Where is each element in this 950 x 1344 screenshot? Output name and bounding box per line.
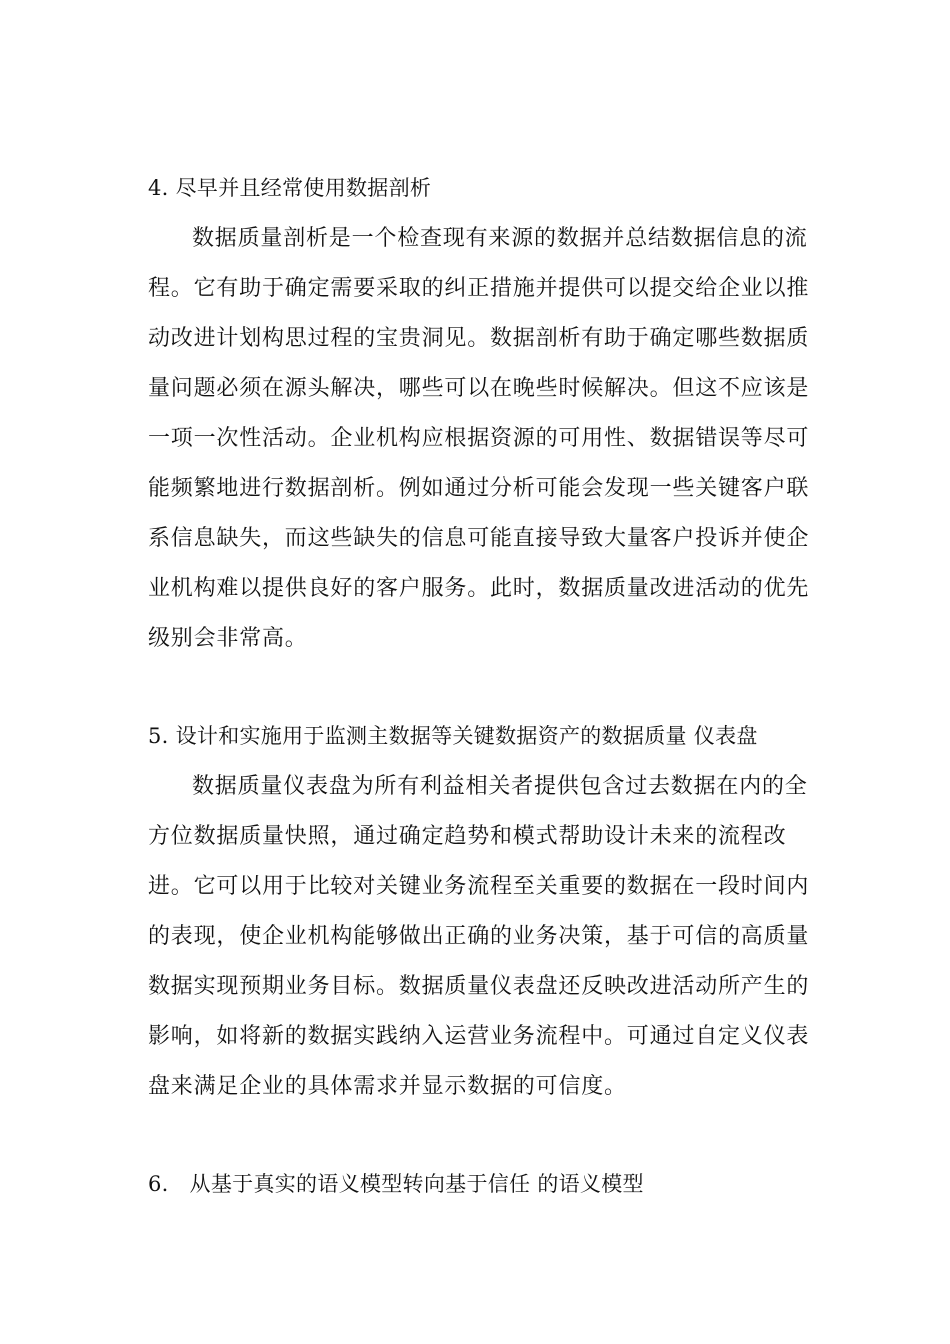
paragraph-line: 系信息缺失，而这些缺失的信息可能直接导致大量客户投诉并使企 bbox=[148, 526, 810, 551]
section-5-paragraph bbox=[148, 762, 808, 1112]
section-6-heading: 6. 从基于真实的语义模型转向基于信任 的语义模型 bbox=[148, 1172, 644, 1196]
paragraph-line: 量问题必须在源头解决，哪些可以在晚些时候解决。但这不应该是 bbox=[148, 376, 810, 401]
section-5-heading: 5. 设计和实施用于监测主数据等关键数据资产的数据质量 仪表盘 bbox=[148, 724, 758, 748]
paragraph-line: 动改进计划构思过程的宝贵洞见。数据剖析有助于确定哪些数据质 bbox=[148, 326, 810, 351]
paragraph-line: 能频繁地进行数据剖析。例如通过分析可能会发现一些关键客户联 bbox=[148, 476, 810, 501]
paragraph-line: 程。它有助于确定需要采取的纠正措施并提供可以提交给企业以推 bbox=[148, 276, 810, 301]
section-4-paragraph bbox=[148, 214, 808, 664]
paragraph-line: 进。它可以用于比较对关键业务流程至关重要的数据在一段时间内 bbox=[148, 874, 810, 899]
paragraph-line: 方位数据质量快照，通过确定趋势和模式帮助设计未来的流程改 bbox=[148, 824, 787, 849]
section-4-heading: 4. 尽早并且经常使用数据剖析 bbox=[148, 176, 432, 200]
paragraph-line: 数据质量仪表盘为所有利益相关者提供包含过去数据在内的全 bbox=[192, 774, 808, 799]
paragraph-line: 一项一次性活动。企业机构应根据资源的可用性、数据错误等尽可 bbox=[148, 426, 810, 451]
paragraph-line: 的表现，使企业机构能够做出正确的业务决策，基于可信的高质量 bbox=[148, 924, 810, 949]
paragraph-line: 数据质量剖析是一个检查现有来源的数据并总结数据信息的流 bbox=[192, 226, 808, 251]
paragraph-line: 盘来满足企业的具体需求并显示数据的可信度。 bbox=[148, 1074, 627, 1099]
paragraph-line: 业机构难以提供良好的客户服务。此时，数据质量改进活动的优先 bbox=[148, 576, 810, 601]
paragraph-line: 数据实现预期业务目标。数据质量仪表盘还反映改进活动所产生的 bbox=[148, 974, 810, 999]
paragraph-line: 影响，如将新的数据实践纳入运营业务流程中。可通过自定义仪表 bbox=[148, 1024, 810, 1049]
paragraph-line: 级别会非常高。 bbox=[148, 626, 308, 651]
